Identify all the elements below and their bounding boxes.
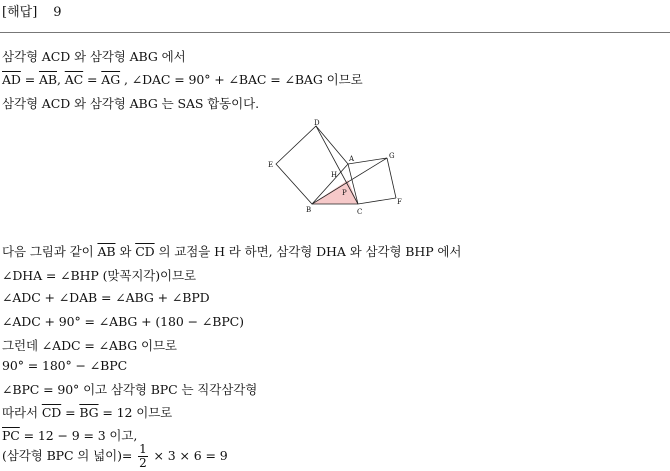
text-line-4 — [2, 242, 461, 260]
text-fragment: = 12 − 9 = 3 이고, — [19, 428, 138, 443]
equals: = — [20, 72, 39, 87]
problem-number: 9 — [53, 5, 62, 20]
label-a: A — [349, 155, 355, 163]
geometry-figure — [262, 118, 412, 214]
segment-ad: $\overline{AD}$ — [2, 72, 21, 87]
text-line-3: 삼각형 ACD 와 삼각형 ABG 는 SAS 합동이다. — [2, 96, 259, 111]
text-line-6: ∠ADC + ∠DAB = ∠ABG + ∠BPD — [2, 290, 210, 305]
answer-label: [해답] — [2, 5, 38, 20]
label-d: D — [314, 119, 320, 127]
segment-cd: $\overline{CD}$ — [41, 405, 62, 420]
segment-ac: $\overline{AC}$ — [64, 72, 84, 87]
equals: = — [83, 72, 102, 87]
angle-statement: , ∠DAC = 90° + ∠BAC = ∠BAG 이므로 — [120, 72, 363, 87]
label-h: H — [331, 171, 338, 179]
text-line-5: ∠DHA = ∠BHP (맞꼭지각)이므로 — [2, 268, 196, 283]
text-line-2 — [2, 70, 363, 88]
header-divider — [0, 32, 670, 33]
text-fragment: 따라서 — [2, 405, 42, 420]
answer-header — [2, 1, 62, 20]
fraction-numerator: 1 — [139, 442, 147, 456]
segment-ab: $\overline{AB}$ — [97, 244, 116, 259]
area-result: × 3 × 6 = 9 — [149, 448, 228, 463]
segment-pc: $\overline{PC}$ — [2, 428, 20, 443]
segment-gf — [387, 158, 396, 198]
text-line-12 — [2, 426, 137, 444]
segment-fc — [358, 198, 396, 204]
segment-ab: $\overline{AB}$ — [38, 72, 57, 87]
text-fragment: 의 교점을 H 라 하면, 삼각형 DHA 와 삼각형 BHP 에서 — [154, 244, 462, 259]
segment-bg: $\overline{BG}$ — [79, 405, 99, 420]
text-line-8: 그런데 ∠ADC = ∠ABG 이므로 — [2, 338, 177, 353]
text-line-11 — [2, 403, 172, 421]
label-f: F — [397, 198, 402, 206]
label-g: G — [389, 152, 395, 160]
segment-ag: $\overline{AG}$ — [101, 72, 121, 87]
segment-cd: $\overline{CD}$ — [135, 244, 155, 259]
area-label: (삼각형 BPC 의 넓이)= — [2, 448, 137, 463]
text-fragment: 다음 그림과 같이 — [2, 244, 98, 259]
text-line-9: 90° = 180° − ∠BPC — [2, 358, 128, 373]
fraction-denominator: 2 — [139, 456, 147, 470]
text-fragment: 와 — [115, 244, 136, 259]
text-line-10: ∠BPC = 90° 이고 삼각형 BPC 는 직각삼각형 — [2, 382, 258, 397]
text-line-1: 삼각형 ACD 와 삼각형 ABG 에서 — [2, 49, 186, 64]
label-e: E — [268, 161, 274, 169]
fraction-one-half — [138, 443, 148, 470]
equals: = — [61, 405, 80, 420]
text-line-7: ∠ADC + 90° = ∠ABG + (180 − ∠BPC) — [2, 314, 244, 329]
text-line-13 — [2, 443, 228, 470]
comma: , — [57, 72, 65, 87]
text-fragment: = 12 이므로 — [98, 405, 173, 420]
label-c: C — [357, 208, 363, 214]
label-p: P — [342, 189, 347, 197]
label-b: B — [306, 206, 312, 214]
